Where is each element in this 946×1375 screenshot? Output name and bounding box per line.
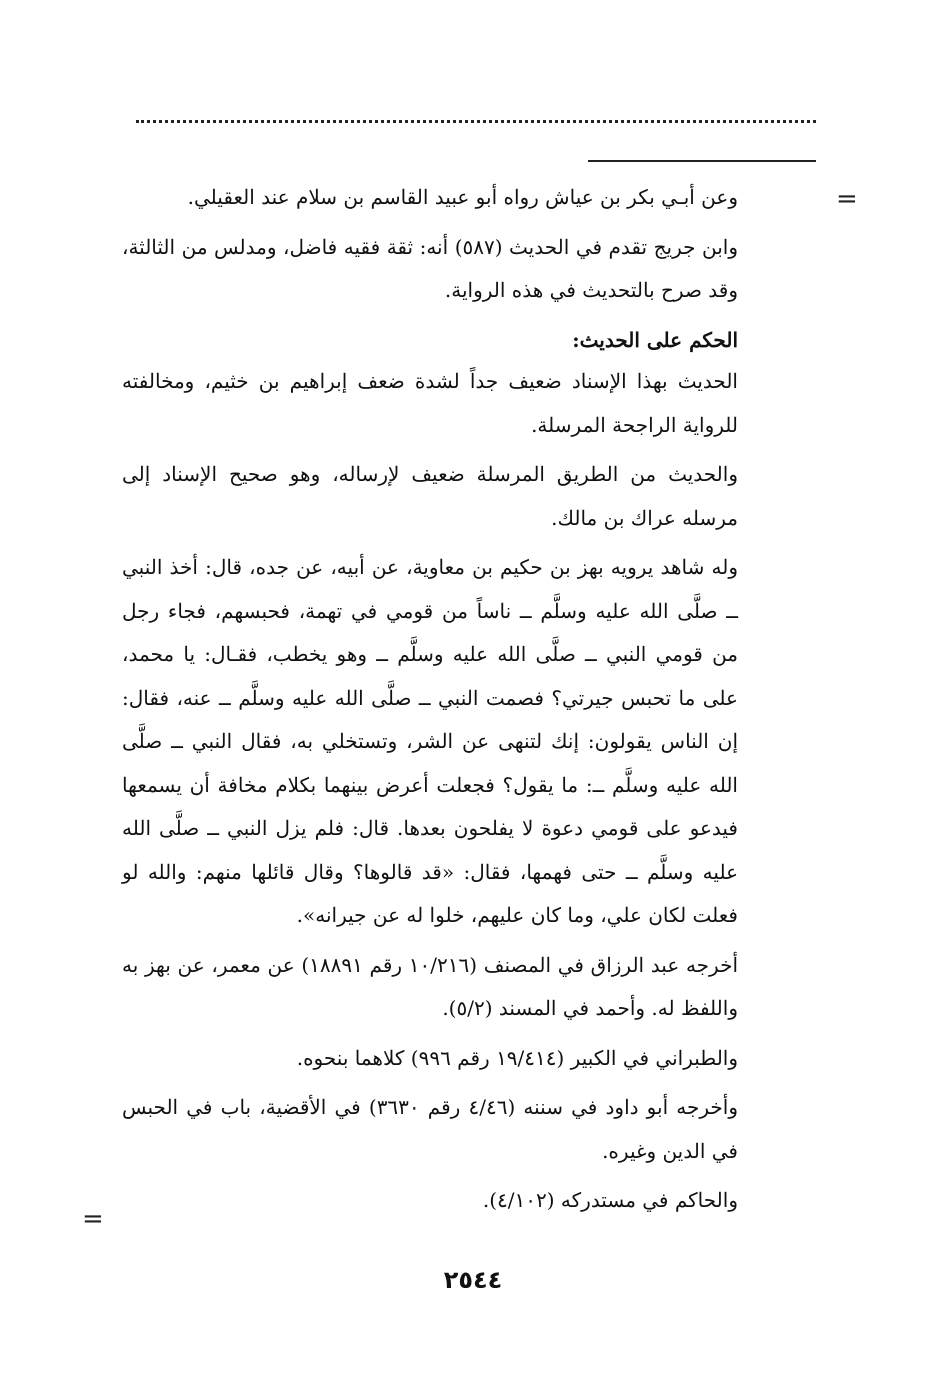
paragraph-abu-bakr: وعن أبـي بكر بن عياش رواه أبو عبيد القاسم بن سلام عند العقيلي.: [187, 185, 738, 209]
paragraph-witness-hadith: وله شاهد يرويه بهز بن حكيم بن معاوية، عن أبيه، عن جده، قال: أخذ النبي ــ صلَّى الله عليه وسلَّم ــ ناساً من قومي في تهمة، فحبسهم، فجاء رجل من قومي النبي ــ صلَّى الله عليه وسلَّم ــ وهو يخطب، فقـال: يا محمد، على ما تحبس جيرتي؟ فصمت النبي ــ صلَّى الله عليه وسلَّم ــ عنه، فقال: إن الناس يقولون: إنك لتنهى عن الشر، وتستخلي به، فقال النبي ــ صلَّى الله عليه وسلَّم ــ: ما يقول؟ فجعلت أعرض بينهما بكلام مخافة أن يسمعها فيدعو على قومي دعوة لا يفلحون بعدها. قال: فلم يزل النبي ــ صلَّى الله عليه وسلَّم ــ حتى فهمها، فقال: «قد قالوها؟ وقال قائلها منهم: والله لو فعلت لكان علي، وما كان عليهم، خلوا له عن جيرانه».: [122, 555, 738, 927]
continuation-mark-bottom: =: [82, 1204, 104, 1234]
paragraph-mursal: والحديث من الطريق المرسلة ضعيف لإرساله، وهو صحيح الإسناد إلى مرسله عراك بن مالك.: [122, 462, 738, 530]
paragraph-abu-dawud: وأخرجه أبو داود في سننه (٤/٤٦ رقم ٣٦٣٠) في الأقضية، باب في الحبس في الدين وغيره.: [122, 1095, 738, 1163]
footnote-separator: [588, 160, 816, 162]
continuation-mark-top: =: [836, 184, 858, 214]
paragraph-abdurrazzaq: أخرجه عبد الرزاق في المصنف (١٠/٢١٦ رقم ١٨٨٩١) عن معمر، عن بهز به واللفظ له. وأحمد في المسند (٥/٢).: [122, 952, 738, 1020]
dotted-separator: [136, 120, 816, 123]
paragraph-ruling: الحديث بهذا الإسناد ضعيف جداً لشدة ضعف إبراهيم بن خثيم، ومخالفته للرواية الراجحة المرسلة.: [122, 369, 738, 437]
page-number: ٢٥٤٤: [443, 1266, 503, 1294]
paragraph-tabarani: والطبراني في الكبير (١٩/٤١٤ رقم ٩٩٦) كلاهما بنحوه.: [296, 1045, 738, 1070]
paragraph-hakim: والحاكم في مستدركه (٤/١٠٢).: [482, 1188, 738, 1212]
footnote-text: [122, 176, 738, 1229]
section-heading-ruling: الحكم على الحديث:: [572, 327, 738, 352]
paragraph-ibn-jurayj: وابن جريج تقدم في الحديث (٥٨٧) أنه: ثقة فقيه فاضل، ومدلس من الثالثة، وقد صرح بالتحديث في هذه الرواية.: [122, 234, 739, 302]
